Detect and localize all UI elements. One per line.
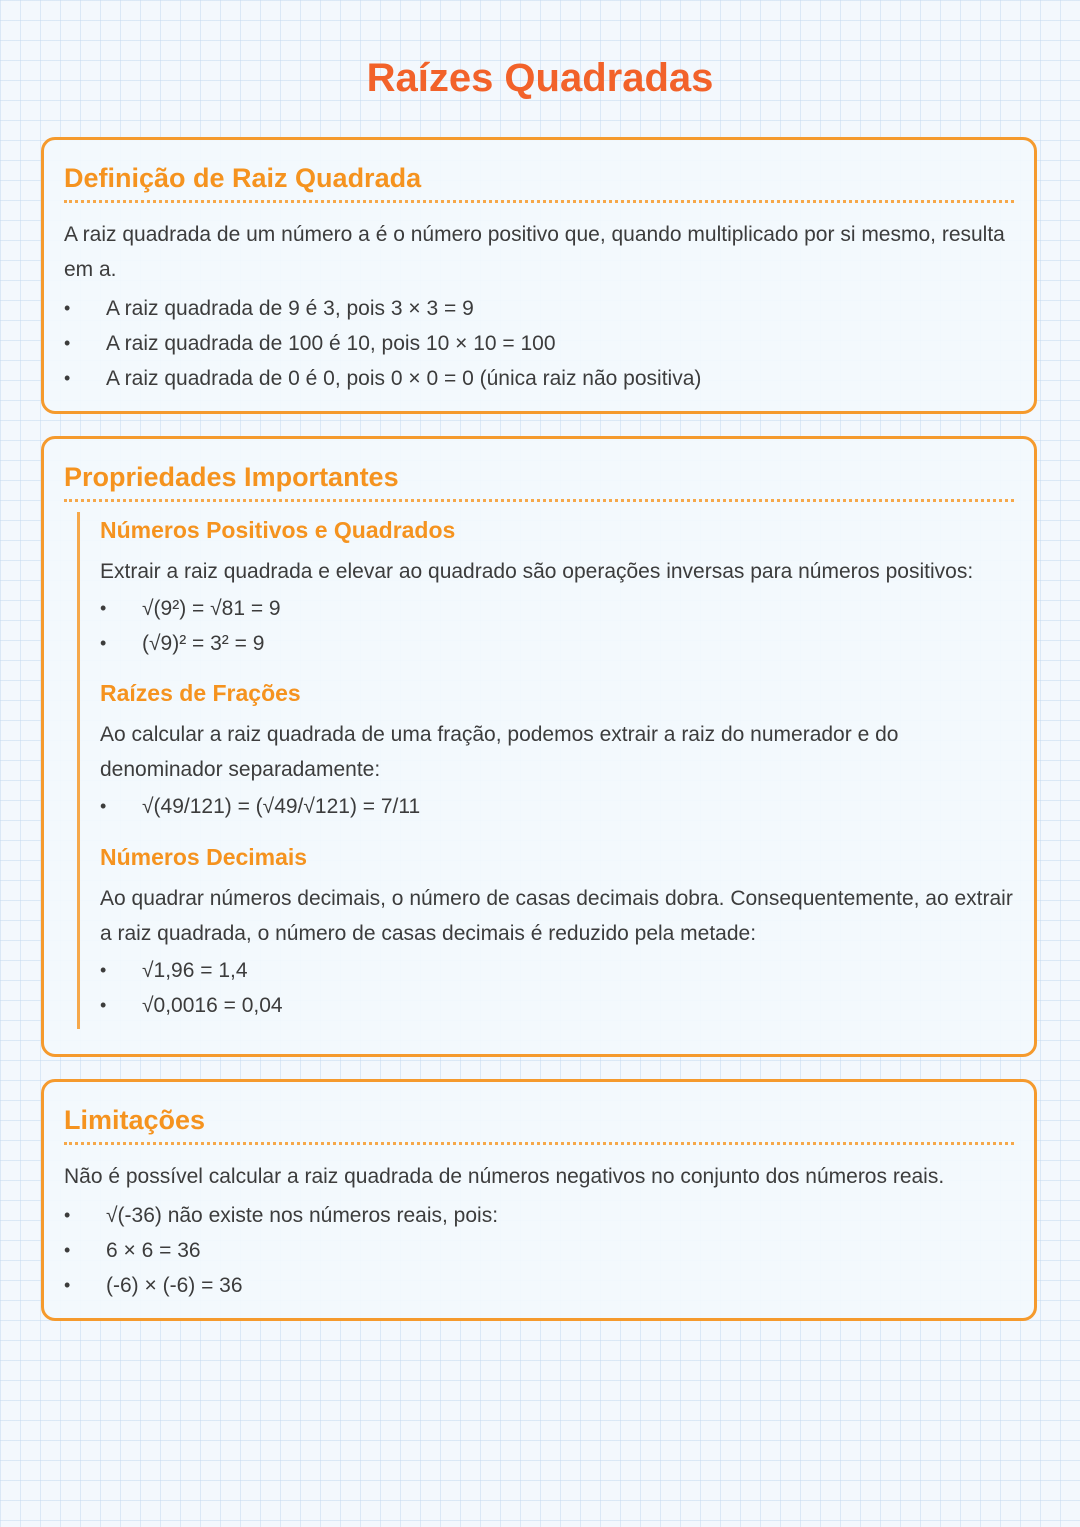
limitations-heading: Limitações [64, 1100, 1014, 1145]
definition-heading: Definição de Raiz Quadrada [64, 158, 1014, 203]
list-item [100, 626, 1014, 661]
subsection-list [100, 953, 1014, 1023]
subsection-heading: Números Positivos e Quadrados [100, 517, 456, 543]
list-item-text: √(9²) = √81 = 9 [142, 597, 281, 620]
bullet-icon: • [100, 633, 107, 653]
bullet-icon: • [64, 1240, 71, 1260]
bullet-icon: • [64, 368, 71, 388]
limitations-list [64, 1198, 1014, 1303]
bullet-icon: • [64, 333, 71, 353]
list-item-text: A raiz quadrada de 0 é 0, pois 0 × 0 = 0 (única raiz não positiva) [106, 367, 702, 390]
bullet-icon: • [100, 598, 107, 618]
subsection-positive-squares [77, 512, 1014, 669]
subsection-text: Ao quadrar números decimais, o número de casas decimais dobra. Consequentemente, ao extrair a raiz quadrada, o número de casas decimais é reduzido pela metade: [100, 887, 1013, 945]
bullet-icon: • [64, 1275, 71, 1295]
list-item [64, 361, 1014, 396]
list-item-text: 6 × 6 = 36 [106, 1239, 201, 1262]
subsection-text: Extrair a raiz quadrada e elevar ao quadrado são operações inversas para números positivos: [100, 560, 974, 583]
list-item-text: √0,0016 = 0,04 [142, 994, 283, 1017]
list-item [100, 591, 1014, 626]
bullet-icon: • [64, 298, 71, 318]
definition-list [64, 291, 1014, 396]
properties-body [64, 512, 1014, 1029]
list-item-text: √(49/121) = (√49/√121) = 7/11 [142, 795, 421, 818]
subsection-list [100, 789, 1014, 824]
definition-intro: A raiz quadrada de um número a é o número positivo que, quando multiplicado por si mesmo, resulta em a. [64, 223, 1005, 281]
list-item [64, 1233, 1014, 1268]
list-item [100, 789, 1014, 824]
bullet-icon: • [100, 796, 107, 816]
list-item-text: (√9)² = 3² = 9 [142, 632, 265, 655]
list-item [64, 1268, 1014, 1303]
list-item [64, 291, 1014, 326]
properties-heading: Propriedades Importantes [64, 457, 1014, 502]
bullet-icon: • [100, 960, 107, 980]
list-item-text: √(-36) não existe nos números reais, pois: [106, 1204, 499, 1227]
subsection-heading: Raízes de Frações [100, 680, 301, 706]
list-item-text: A raiz quadrada de 100 é 10, pois 10 × 10 = 100 [106, 332, 556, 355]
definition-card [41, 137, 1037, 414]
list-item [100, 953, 1014, 988]
properties-card [41, 436, 1037, 1057]
subsection-decimal-numbers [77, 833, 1014, 1029]
page-title: Raízes Quadradas [366, 56, 714, 100]
bullet-icon: • [64, 1205, 71, 1225]
subsection-text: Ao calcular a raiz quadrada de uma fração, podemos extrair a raiz do numerador e do denominador separadamente: [100, 723, 899, 781]
list-item [64, 326, 1014, 361]
bullet-icon: • [100, 995, 107, 1015]
subsection-fraction-roots [77, 669, 1014, 833]
limitations-intro: Não é possível calcular a raiz quadrada de números negativos no conjunto dos números reais. [64, 1165, 945, 1188]
list-item-text: √1,96 = 1,4 [142, 959, 248, 982]
list-item-text: A raiz quadrada de 9 é 3, pois 3 × 3 = 9 [106, 297, 474, 320]
subsection-list [100, 591, 1014, 661]
limitations-card [41, 1079, 1037, 1321]
list-item [64, 1198, 1014, 1233]
list-item [100, 988, 1014, 1023]
list-item-text: (-6) × (-6) = 36 [106, 1274, 243, 1297]
subsection-heading: Números Decimais [100, 844, 308, 870]
